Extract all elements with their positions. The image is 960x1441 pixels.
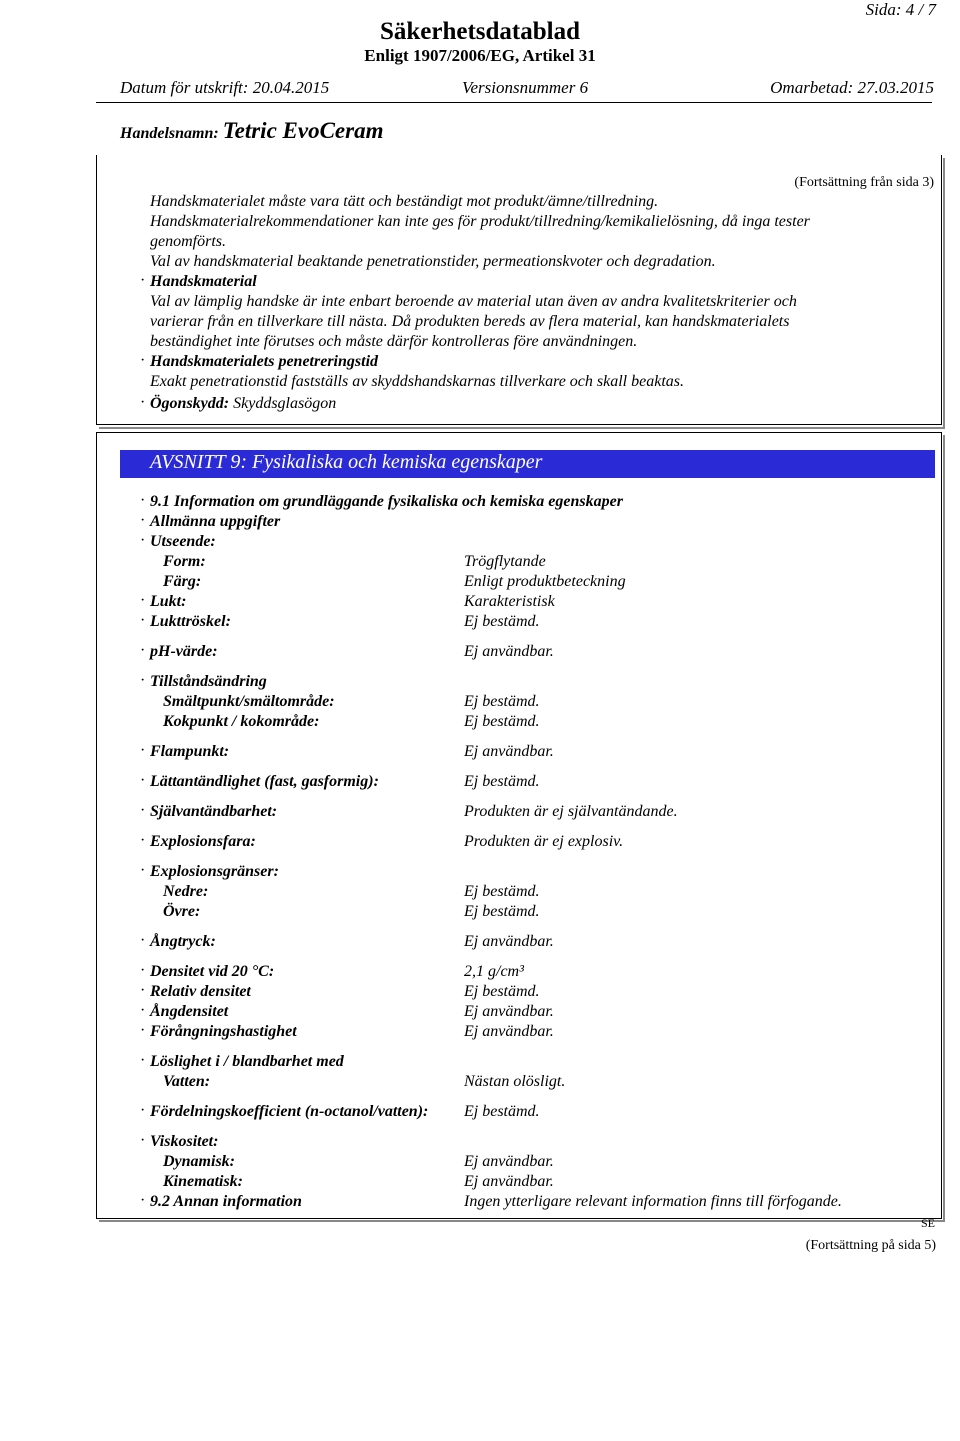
state-change-heading: Tillståndsändring	[150, 673, 267, 690]
property-label: Explosionsfara:	[150, 833, 256, 850]
section-9-box	[96, 432, 942, 1219]
property-label: Form:	[163, 553, 206, 570]
property-value: Ej användbar.	[464, 1003, 554, 1020]
document-subtitle: Enligt 1907/2006/EG, Artikel 31	[364, 46, 596, 65]
bullet-dot: ·	[140, 272, 146, 289]
bullet-dot: ·	[140, 1192, 146, 1209]
glove-material-text: beständighet inte förutses och måste därför kontrolleras före användningen.	[150, 333, 638, 350]
property-label: Relativ densitet	[150, 983, 251, 1000]
bullet-dot: ·	[140, 642, 146, 659]
property-value: Trögflytande	[464, 553, 546, 570]
property-label: Kinematisk:	[163, 1173, 244, 1190]
eye-protection-value: Skyddsglasögon	[233, 395, 337, 412]
viscosity-heading: Viskositet:	[150, 1133, 219, 1150]
property-label: pH-värde:	[150, 643, 218, 660]
trade-name-label: Handelsnamn:	[120, 125, 219, 142]
property-label: Ångdensitet	[150, 1003, 229, 1020]
penetration-heading: Handskmaterialets penetreringstid	[150, 353, 379, 370]
general-info-heading: Allmänna uppgifter	[150, 513, 281, 530]
bullet-dot: ·	[140, 352, 146, 369]
gloves-text-line: Val av handskmaterial beaktande penetrationstider, permeationskvoter och degradation.	[150, 253, 716, 270]
continued-from-note: (Fortsättning från sida 3)	[794, 175, 934, 190]
property-value: Ej bestämd.	[464, 613, 540, 630]
bullet-dot: ·	[140, 1132, 146, 1149]
solubility-heading: Löslighet i / blandbarhet med	[150, 1053, 344, 1070]
property-label: Förångningshastighet	[150, 1023, 297, 1040]
property-value: Ej bestämd.	[464, 1103, 540, 1120]
bullet-dot: ·	[140, 962, 146, 979]
gloves-text-line: Handskmaterialet måste vara tätt och beständigt mot produkt/ämne/tillredning.	[150, 193, 659, 210]
glove-material-heading: Handskmaterial	[150, 273, 257, 290]
bullet-dot: ·	[140, 1052, 146, 1069]
bullet-dot: ·	[140, 532, 146, 549]
property-label: Lättantändlighet (fast, gasformig):	[150, 773, 379, 790]
appearance-label: Utseende:	[150, 533, 216, 550]
property-value: Ej användbar.	[464, 1153, 554, 1170]
bullet-dot: ·	[140, 832, 146, 849]
property-value: Produkten är ej explosiv.	[464, 833, 624, 850]
property-value: Ej bestämd.	[464, 693, 540, 710]
property-label: Nedre:	[163, 883, 209, 900]
property-label: Lukttröskel:	[150, 613, 231, 630]
property-label: Dynamisk:	[163, 1153, 235, 1170]
subsection-9-2-label: 9.2 Annan information	[150, 1193, 302, 1210]
glove-material-text: Val av lämplig handske är inte enbart beroende av material utan även av andra kvalitetskriterier och	[150, 293, 797, 310]
bullet-dot: ·	[140, 772, 146, 789]
section-9-title: AVSNITT 9: Fysikaliska och kemiska egenskaper	[150, 451, 543, 473]
property-value: Karakteristisk	[464, 593, 555, 610]
explosion-limits-heading: Explosionsgränser:	[150, 863, 279, 880]
eye-protection-label: Ögonskydd:	[150, 395, 230, 412]
property-value: Ej bestämd.	[464, 903, 540, 920]
property-value: Ej bestämd.	[464, 773, 540, 790]
property-value: Ej användbar.	[464, 743, 554, 760]
bullet-dot: ·	[140, 672, 146, 689]
subsection-9-2-value: Ingen ytterligare relevant information finns till förfogande.	[464, 1193, 842, 1210]
subsection-9-1-heading: 9.1 Information om grundläggande fysikaliska och kemiska egenskaper	[150, 493, 623, 510]
bullet-dot: ·	[140, 982, 146, 999]
property-value: Ej användbar.	[464, 643, 554, 660]
property-label: Densitet vid 20 °C:	[150, 963, 275, 980]
bullet-dot: ·	[140, 932, 146, 949]
property-value: Ej användbar.	[464, 1173, 554, 1190]
property-label: Övre:	[163, 903, 201, 920]
gloves-text-line: genomförts.	[150, 233, 226, 250]
bullet-dot: ·	[140, 394, 146, 411]
property-value: Ej bestämd.	[464, 713, 540, 730]
property-label: Flampunkt:	[150, 743, 230, 760]
bullet-dot: ·	[140, 492, 146, 509]
bullet-dot: ·	[140, 512, 146, 529]
revision-date: Omarbetad: 27.03.2015	[770, 78, 934, 97]
bullet-dot: ·	[140, 1102, 146, 1119]
gloves-text-line: Handskmaterialrekommendationer kan inte ges för produkt/tillredning/kemikalielösning, då inga tester	[150, 213, 810, 230]
bullet-dot: ·	[140, 742, 146, 759]
property-label: Färg:	[163, 573, 202, 590]
property-label: Smältpunkt/smältområde:	[163, 693, 335, 710]
continued-to-note: (Fortsättning på sida 5)	[805, 1238, 936, 1253]
property-label: Lukt:	[150, 593, 187, 610]
property-value: Produkten är ej självantändande.	[464, 803, 678, 820]
trade-name	[120, 118, 383, 144]
property-label: Självantändbarhet:	[150, 803, 278, 820]
bullet-dot: ·	[140, 862, 146, 879]
property-value: Ej användbar.	[464, 1023, 554, 1040]
bullet-dot: ·	[140, 1022, 146, 1039]
trade-name-value: Tetric EvoCeram	[222, 118, 384, 143]
glove-material-text: varierar från en tillverkare till nästa. Då produkten bereds av flera material, kan handskmaterialets	[150, 313, 790, 330]
penetration-text: Exakt penetrationstid fastställs av skyddshandskarnas tillverkare och skall beaktas.	[150, 373, 684, 390]
property-label: Ångtryck:	[150, 933, 216, 950]
header-divider	[96, 102, 932, 103]
property-value: Ej användbar.	[464, 933, 554, 950]
bullet-dot: ·	[140, 612, 146, 629]
language-code: SE	[921, 1216, 936, 1230]
property-value: 2,1 g/cm³	[464, 963, 524, 980]
property-value: Ej bestämd.	[464, 883, 540, 900]
page-number: Sida: 4 / 7	[865, 0, 936, 19]
property-label: Fördelningskoefficient (n-octanol/vatten):	[150, 1103, 429, 1120]
property-value: Ej bestämd.	[464, 983, 540, 1000]
property-label: Vatten:	[163, 1073, 211, 1090]
print-date: Datum för utskrift: 20.04.2015	[120, 78, 330, 97]
bullet-dot: ·	[140, 802, 146, 819]
version-number: Versionsnummer 6	[462, 78, 589, 97]
eye-protection	[150, 394, 336, 414]
bullet-dot: ·	[140, 592, 146, 609]
document-title: Säkerhetsdatablad	[379, 18, 581, 45]
property-value: Enligt produktbeteckning	[464, 573, 626, 590]
property-label: Kokpunkt / kokområde:	[163, 713, 320, 730]
bullet-dot: ·	[140, 1002, 146, 1019]
property-value: Nästan olösligt.	[464, 1073, 566, 1090]
